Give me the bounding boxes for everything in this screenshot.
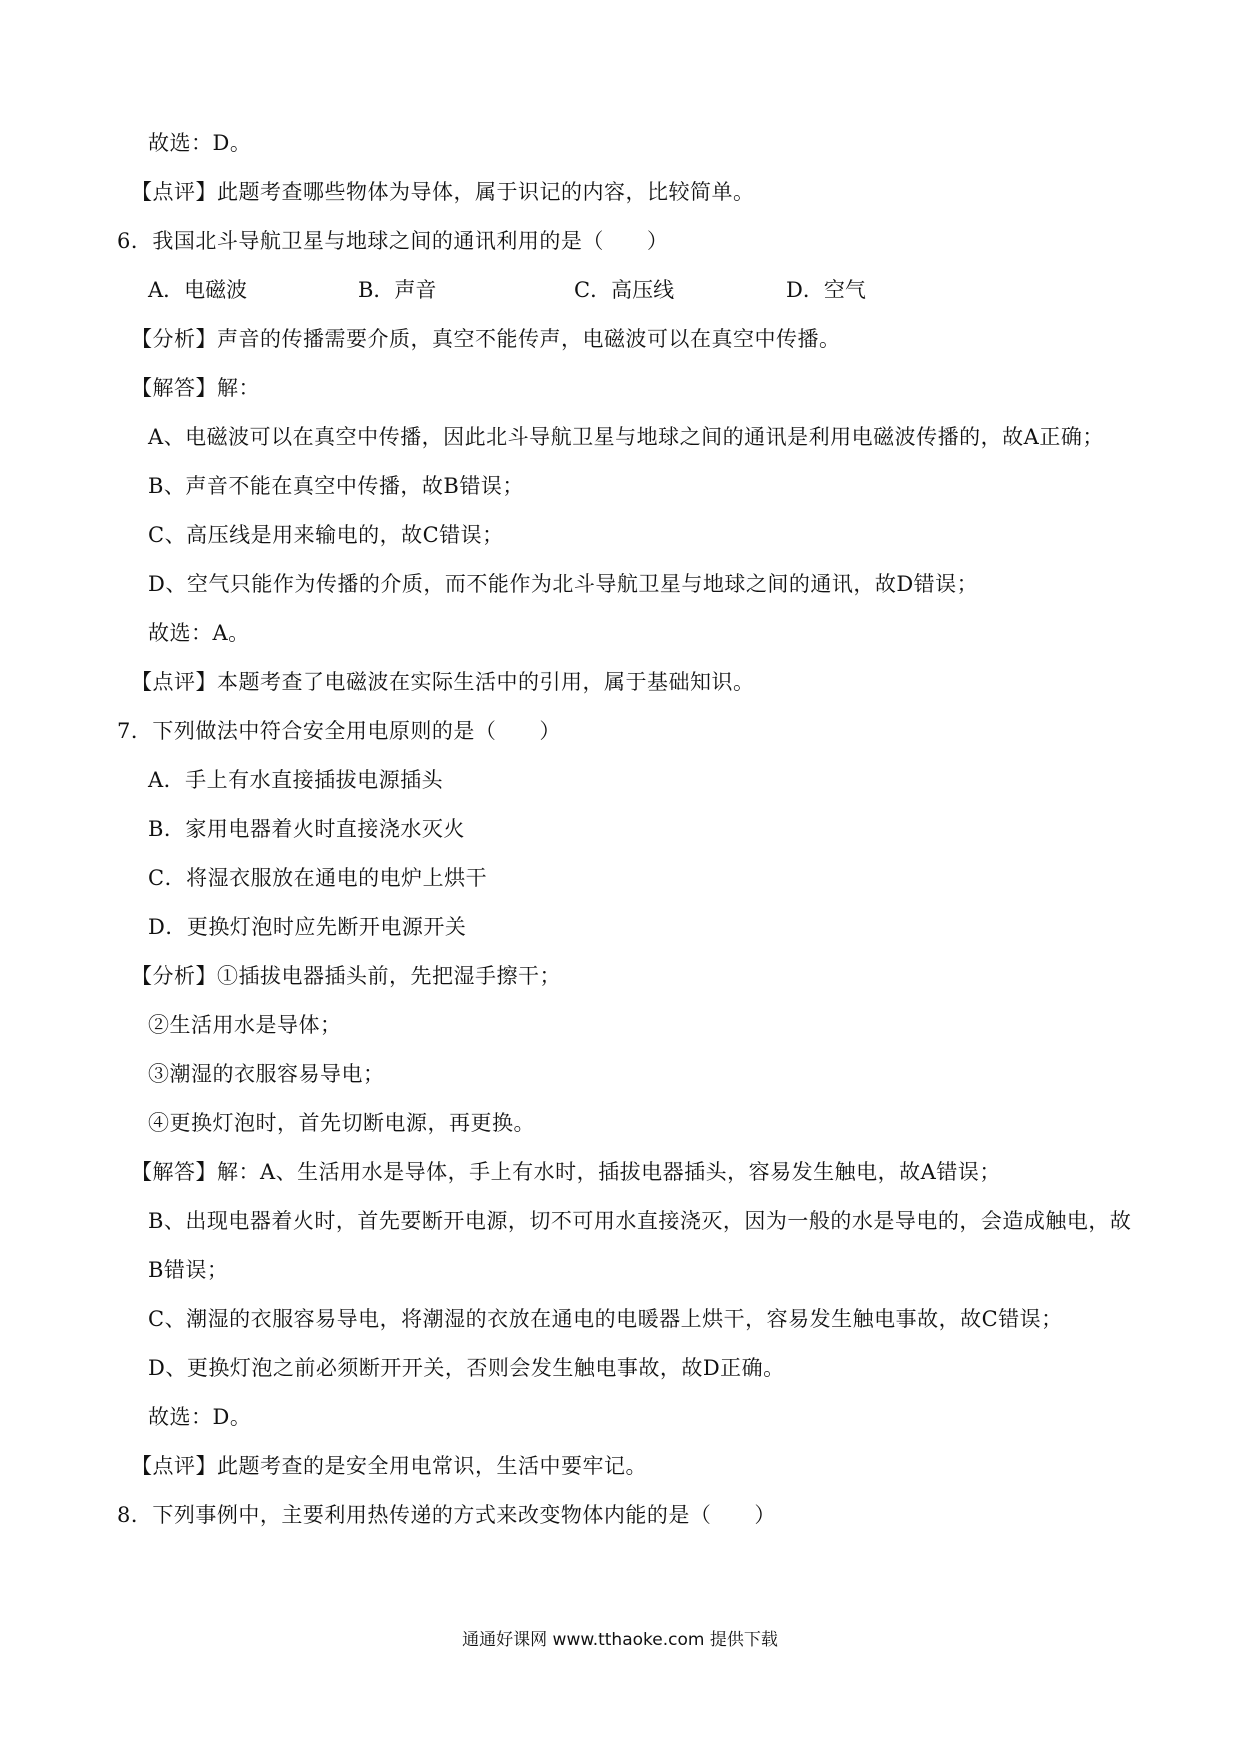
q6-question: 6．我国北斗导航卫星与地球之间的通讯利用的是（ ）	[117, 229, 669, 253]
q7-option-b: B．家用电器着火时直接浇水灭火	[148, 817, 465, 841]
q7-solution-a: 【解答】解：A、生活用水是导体，手上有水时，插拔电器插头，容易发生触电，故A错误；	[131, 1160, 1001, 1184]
page-footer: 通通好课网 www.tthaoke.com 提供下载	[462, 1630, 778, 1650]
q6-option-c: C．高压线	[574, 278, 675, 302]
q8-question: 8．下列事例中，主要利用热传递的方式来改变物体内能的是（ ）	[117, 1503, 776, 1527]
q6-answer-choice: 故选：A。	[148, 621, 250, 645]
q7-answer-choice: 故选：D。	[148, 1405, 252, 1429]
q7-question: 7．下列做法中符合安全用电原则的是（ ）	[117, 719, 561, 743]
q6-solution-b: B、声音不能在真空中传播，故B错误；	[148, 474, 524, 498]
q7-solution-c: C、潮湿的衣服容易导电，将潮湿的衣放在通电的电暖器上烘干，容易发生触电事故，故C错误；	[148, 1307, 1063, 1331]
q6-solution-a: A、电磁波可以在真空中传播，因此北斗导航卫星与地球之间的通讯是利用电磁波传播的，故A正确；	[148, 425, 1104, 449]
q6-option-a: A．电磁波	[148, 278, 248, 302]
q6-option-b: B．声音	[358, 278, 437, 302]
q7-comment: 【点评】此题考查的是安全用电常识，生活中要牢记。	[131, 1454, 647, 1478]
q7-solution-b-cont: B错误；	[148, 1258, 229, 1282]
q6-comment: 【点评】本题考查了电磁波在实际生活中的引用，属于基础知识。	[131, 670, 755, 694]
q6-analysis: 【分析】声音的传播需要介质，真空不能传声，电磁波可以在真空中传播。	[131, 327, 841, 351]
q7-analysis-4: ④更换灯泡时，首先切断电源，再更换。	[148, 1111, 535, 1135]
q7-analysis-1: 【分析】①插拔电器插头前，先把湿手擦干；	[131, 964, 561, 988]
q6-solution-c: C、高压线是用来输电的，故C错误；	[148, 523, 504, 547]
q6-solution-heading: 【解答】解：	[131, 376, 260, 400]
q7-option-d: D．更换灯泡时应先断开电源开关	[148, 915, 467, 939]
q5-comment: 【点评】此题考查哪些物体为导体，属于识记的内容，比较简单。	[131, 180, 755, 204]
q7-solution-b: B、出现电器着火时，首先要断开电源，切不可用水直接浇灭，因为一般的水是导电的，会造成触电，故	[148, 1209, 1132, 1233]
q7-solution-d: D、更换灯泡之前必须断开开关，否则会发生触电事故，故D正确。	[148, 1356, 785, 1380]
q5-answer-choice: 故选：D。	[148, 131, 252, 155]
q7-option-a: A．手上有水直接插拔电源插头	[148, 768, 444, 792]
q6-option-d: D．空气	[786, 278, 866, 302]
q6-solution-d: D、空气只能作为传播的介质，而不能作为北斗导航卫星与地球之间的通讯，故D错误；	[148, 572, 979, 596]
q7-option-c: C．将湿衣服放在通电的电炉上烘干	[148, 866, 488, 890]
q7-analysis-3: ③潮湿的衣服容易导电；	[148, 1062, 385, 1086]
q7-analysis-2: ②生活用水是导体；	[148, 1013, 342, 1037]
